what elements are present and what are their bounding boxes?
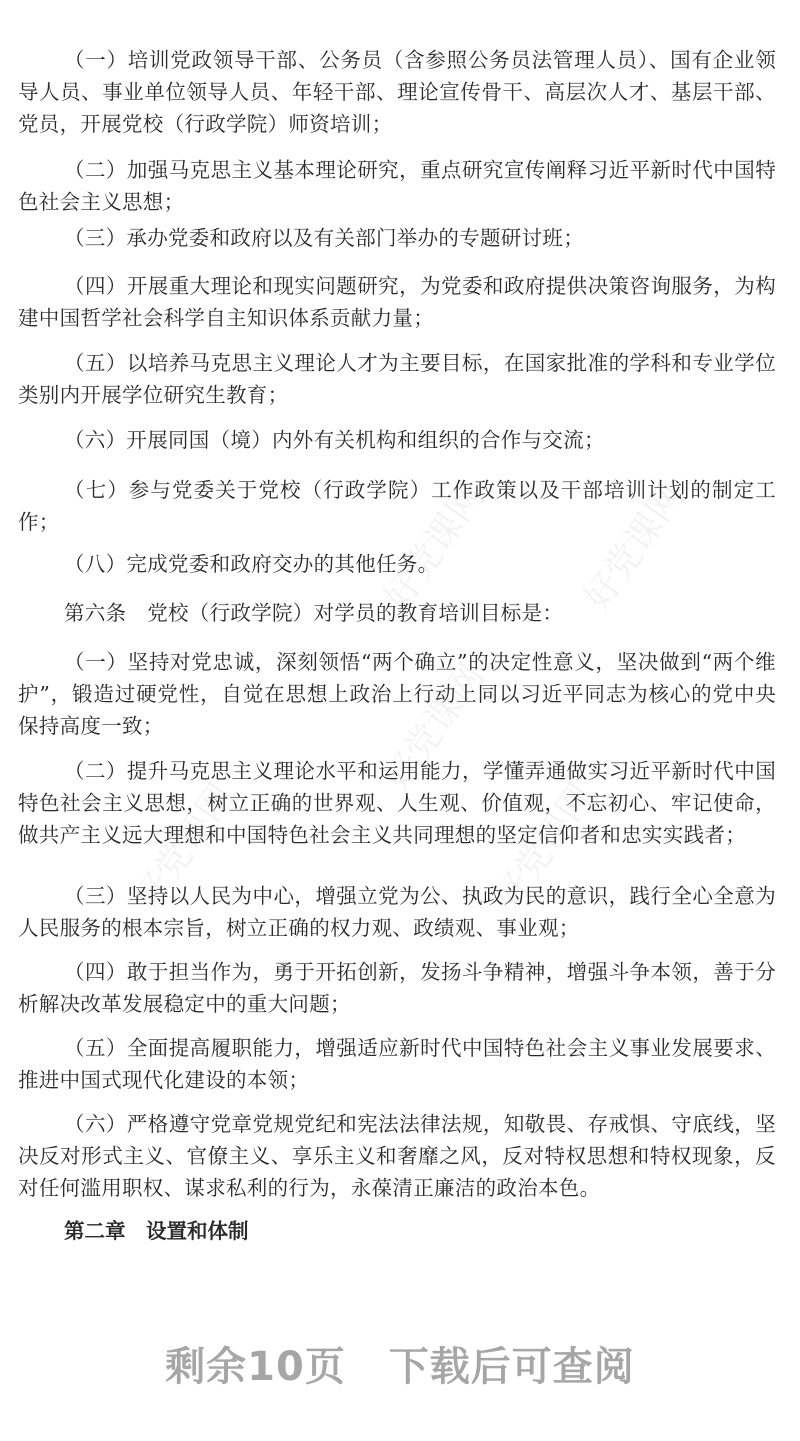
paragraph-goal-5: （五）全面提高履职能力，增强适应新时代中国特色社会主义事业发展要求、推进中国式现代化建设的本领； — [18, 1036, 776, 1092]
watermark: 好党课网 — [486, 776, 603, 918]
paragraph-duty-6: （六）开展同国（境）内外有关机构和组织的合作与交流； — [64, 428, 605, 452]
paragraph-duty-2: （二）加强马克思主义基本理论研究，重点研究宣传阐释习近平新时代中国特色社会主义思想； — [18, 158, 776, 214]
paragraph-goal-2: （二）提升马克思主义理论水平和运用能力，学懂弄通做实习近平新时代中国特色社会主义思想，树立正确的世界观、人生观、价值观，不忘初心、牢记使命，做共产主义远大理想和中国特色社会主义共同理想的坚定信仰者和忠实实践者； — [18, 759, 776, 847]
paragraph-duty-4: （四）开展重大理论和现实问题研究，为党委和政府提供决策咨询服务，为构建中国哲学社会科学自主知识体系贡献力量； — [18, 274, 776, 330]
paragraph-duty-5: （五）以培养马克思主义理论人才为主要目标，在国家批准的学科和专业学位类别内开展学位研究生教育； — [18, 351, 776, 407]
chapter-heading: 第二章 设置和体制 — [64, 1219, 249, 1243]
paragraph-duty-7: （七）参与党委关于党校（行政学院）工作政策以及干部培训计划的制定工作； — [18, 478, 776, 534]
paragraph-duty-3: （三）承办党委和政府以及有关部门举办的专题研讨班； — [64, 226, 584, 250]
paragraph-goal-1: （一）坚持对党忠诚，深刻领悟“两个确立”的决定性意义，坚决做到“两个维护”，锻造过硬党性，自觉在思想上政治上行动上同以习近平同志为核心的党中央保持高度一致； — [18, 650, 776, 738]
paragraph-goal-4: （四）敢于担当作为，勇于开拓创新，发扬斗争精神，增强斗争本领，善于分析解决改革发展稳定中的重大问题； — [18, 960, 776, 1016]
download-prompt-banner[interactable] — [0, 1335, 800, 1392]
watermark: 好党课网 — [126, 776, 243, 918]
download-to-view-label[interactable]: 下载后可查阅 — [388, 1344, 635, 1390]
paragraph-duty-1: （一）培训党政领导干部、公务员（含参照公务员法管理人员）、国有企业领导人员、事业单位领导人员、年轻干部、理论宣传骨干、高层次人才、基层干部、党员，开展党校（行政学院）师资培训； — [18, 48, 776, 136]
paragraph-goal-6: （六）严格遵守党章党规党纪和宪法法律法规，知敬畏、存戒惧、守底线，坚决反对形式主义、官僚主义、享乐主义和奢靡之风，反对特权思想和特权现象，反对任何滥用职权、谋求私利的行为，永葆清正廉洁的政治本色。 — [18, 1112, 776, 1200]
watermark: 好党课网 — [576, 476, 693, 618]
watermark: 好党课网 — [376, 656, 493, 798]
paragraph-duty-8: （八）完成党委和政府交办的其他任务。 — [64, 552, 439, 576]
article-six-heading: 第六条 党校（行政学院）对学员的教育培训目标是： — [64, 601, 564, 625]
remaining-pages-label: 剩余10页 — [165, 1344, 346, 1390]
paragraph-goal-3: （三）坚持以人民为中心，增强立党为公、执政为民的意识，践行全心全意为人民服务的根本宗旨，树立正确的权力观、政绩观、事业观； — [18, 884, 776, 940]
watermark: 好党课网 — [376, 476, 493, 618]
